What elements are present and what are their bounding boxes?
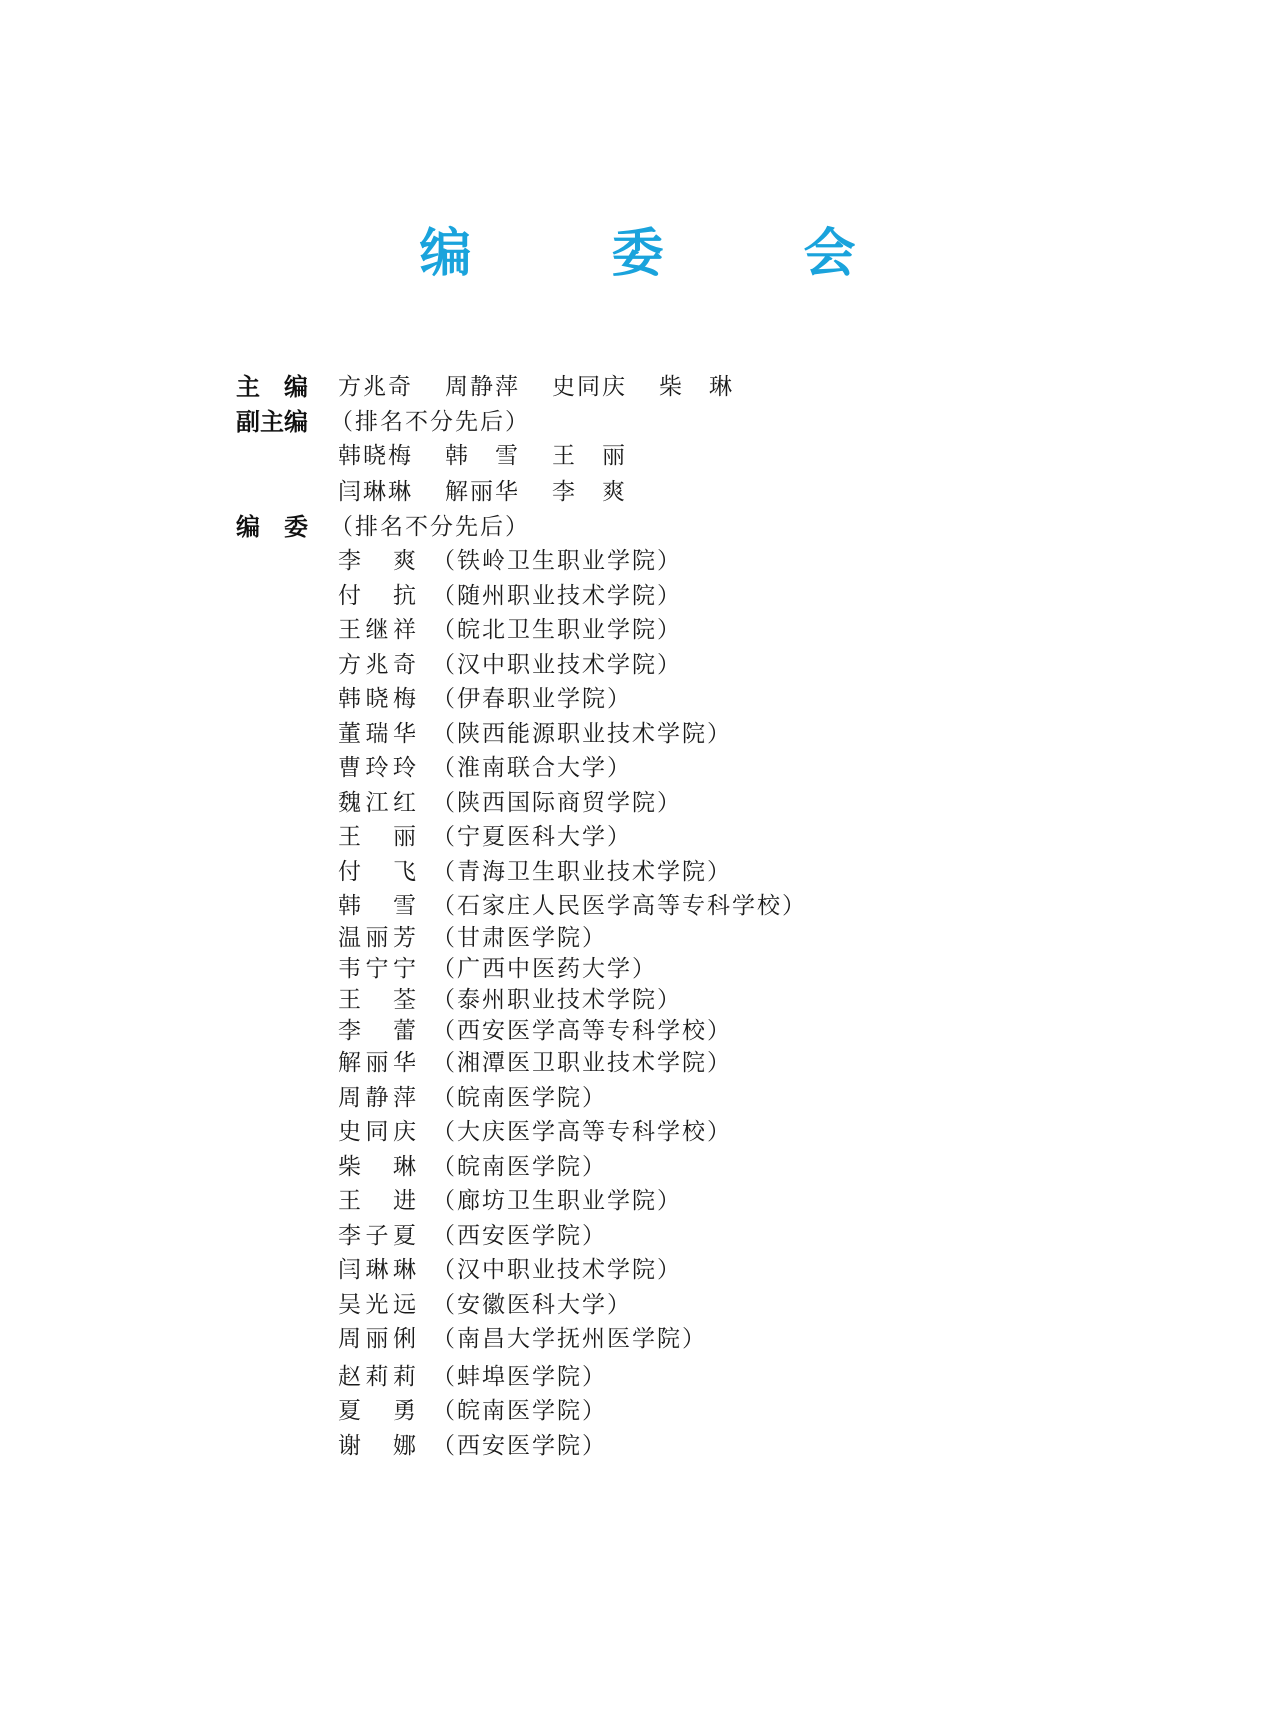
deputy-editor-name: 韩晓梅 (338, 443, 413, 469)
member-name: 谢 娜 (338, 1433, 418, 1459)
board-member (338, 1020, 732, 1043)
member-affiliation: （随州职业技术学院） (432, 583, 682, 609)
board-member (338, 895, 807, 918)
member-affiliation: （汉中职业技术学院） (432, 652, 682, 678)
chief-editor-label: 主 编 (236, 373, 308, 401)
board-member (338, 654, 682, 677)
member-name: 王继祥 (338, 617, 418, 643)
member-name: 李 蕾 (338, 1018, 418, 1044)
member-affiliation: （青海卫生职业技术学院） (432, 859, 732, 885)
board-member (338, 826, 632, 849)
chief-editor-name: 方兆奇 (338, 374, 413, 400)
member-name: 温丽芳 (338, 925, 418, 951)
board-member (338, 688, 632, 711)
chief-editor-names (338, 376, 766, 399)
member-name: 韩 雪 (338, 893, 418, 919)
member-affiliation: （广西中医药大学） (432, 956, 657, 982)
member-affiliation: （湘潭医卫职业技术学院） (432, 1050, 732, 1076)
member-affiliation: （淮南联合大学） (432, 755, 632, 781)
member-name: 李子夏 (338, 1223, 418, 1249)
member-affiliation: （铁岭卫生职业学院） (432, 548, 682, 574)
member-name: 曹玲玲 (338, 755, 418, 781)
board-member (338, 1400, 607, 1423)
page-title: 编 委 会 (419, 224, 900, 284)
member-affiliation: （皖北卫生职业学院） (432, 617, 682, 643)
member-name: 董瑞华 (338, 721, 418, 747)
board-member (338, 1156, 607, 1179)
member-name: 韩晓梅 (338, 686, 418, 712)
board-member (338, 1190, 682, 1213)
member-name: 周静萍 (338, 1085, 418, 1111)
board-member (338, 585, 682, 608)
member-name: 付 抗 (338, 583, 418, 609)
member-affiliation: （陕西能源职业技术学院） (432, 721, 732, 747)
member-name: 柴 琳 (338, 1154, 418, 1180)
member-affiliation: （汉中职业技术学院） (432, 1257, 682, 1283)
member-name: 史同庆 (338, 1119, 418, 1145)
member-name: 吴光远 (338, 1292, 418, 1318)
board-member (338, 1435, 607, 1458)
member-name: 王 荃 (338, 987, 418, 1013)
member-affiliation: （伊春职业学院） (432, 686, 632, 712)
member-name: 解丽华 (338, 1050, 418, 1076)
deputy-editor-label: 副主编 (236, 408, 308, 436)
member-affiliation: （西安医学高等专科学校） (432, 1018, 732, 1044)
deputy-editor-row (338, 445, 659, 468)
board-member (338, 1294, 632, 1317)
member-affiliation: （大庆医学高等专科学校） (432, 1119, 732, 1145)
member-name: 王 进 (338, 1188, 418, 1214)
member-affiliation: （西安医学院） (432, 1433, 607, 1459)
member-name: 王 丽 (338, 824, 418, 850)
member-affiliation: （廊坊卫生职业学院） (432, 1188, 682, 1214)
editorial-board-label: 编 委 (236, 513, 308, 541)
deputy-editor-name: 韩 雪 (445, 443, 520, 469)
member-affiliation: （皖南医学院） (432, 1398, 607, 1424)
board-member (338, 757, 632, 780)
member-name: 赵莉莉 (338, 1364, 418, 1390)
member-affiliation: （陕西国际商贸学院） (432, 790, 682, 816)
chief-editor-name: 周静萍 (445, 374, 520, 400)
member-affiliation: （西安医学院） (432, 1223, 607, 1249)
member-affiliation: （甘肃医学院） (432, 925, 607, 951)
board-member (338, 989, 682, 1012)
board-member (338, 792, 682, 815)
editorial-board-note: （排名不分先后） (330, 514, 530, 540)
member-name: 夏 勇 (338, 1398, 418, 1424)
member-affiliation: （安徽医科大学） (432, 1292, 632, 1318)
deputy-editor-name: 闫琳琳 (338, 479, 413, 505)
member-affiliation: （蚌埠医学院） (432, 1364, 607, 1390)
deputy-editor-name: 王 丽 (552, 443, 627, 469)
board-member (338, 1366, 607, 1389)
member-affiliation: （泰州职业技术学院） (432, 987, 682, 1013)
board-member (338, 550, 682, 573)
board-member (338, 1052, 732, 1075)
board-member (338, 927, 607, 950)
deputy-editor-row (338, 481, 659, 504)
board-member (338, 1259, 682, 1282)
chief-editor-name: 柴 琳 (659, 374, 734, 400)
board-member (338, 958, 657, 981)
board-member (338, 1121, 732, 1144)
member-affiliation: （石家庄人民医学高等专科学校） (432, 893, 807, 919)
board-member (338, 861, 732, 884)
board-member (338, 1087, 607, 1110)
member-affiliation: （南昌大学抚州医学院） (432, 1326, 707, 1352)
member-name: 魏江红 (338, 790, 418, 816)
board-member (338, 723, 732, 746)
member-name: 韦宁宁 (338, 956, 418, 982)
deputy-editor-note: （排名不分先后） (330, 409, 530, 435)
deputy-editor-name: 李 爽 (552, 479, 627, 505)
member-affiliation: （皖南医学院） (432, 1085, 607, 1111)
member-name: 付 飞 (338, 859, 418, 885)
member-name: 周丽俐 (338, 1326, 418, 1352)
chief-editor-name: 史同庆 (552, 374, 627, 400)
member-name: 方兆奇 (338, 652, 418, 678)
member-affiliation: （皖南医学院） (432, 1154, 607, 1180)
board-member (338, 1328, 707, 1351)
board-member (338, 1225, 607, 1248)
board-member (338, 619, 682, 642)
member-affiliation: （宁夏医科大学） (432, 824, 632, 850)
deputy-editor-name: 解丽华 (445, 479, 520, 505)
member-name: 闫琳琳 (338, 1257, 418, 1283)
member-name: 李 爽 (338, 548, 418, 574)
